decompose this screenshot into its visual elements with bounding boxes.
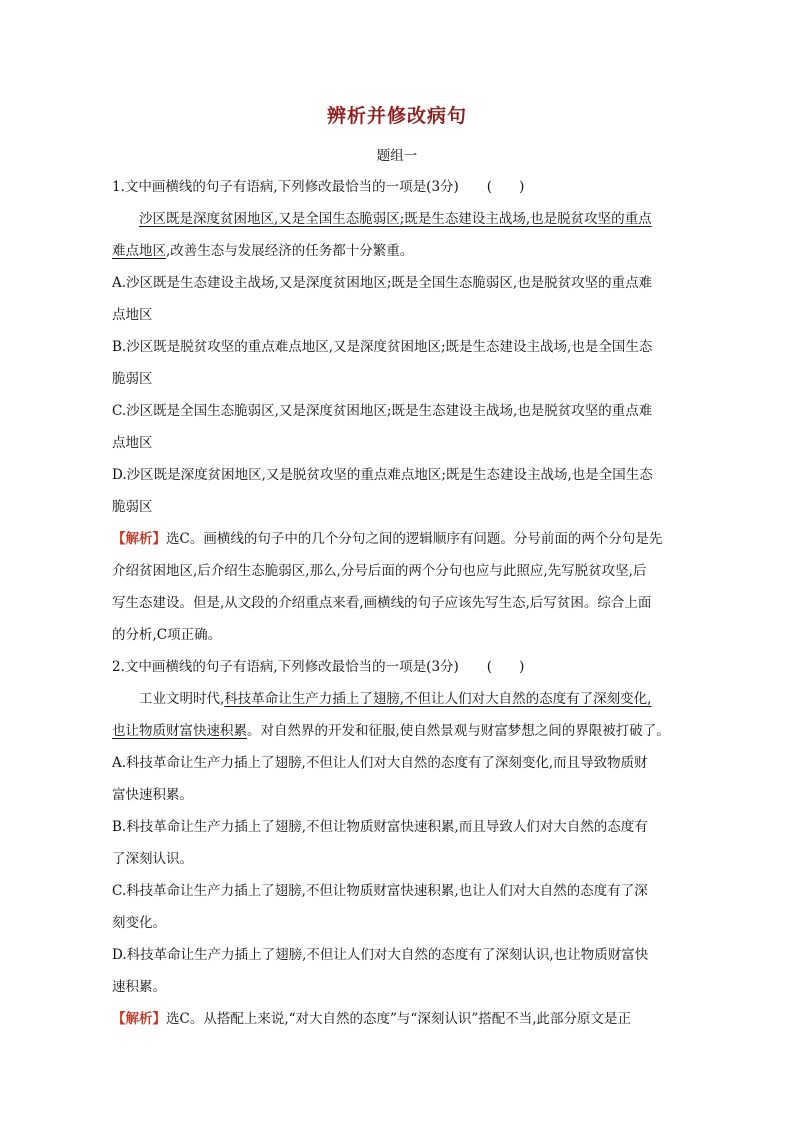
document-body xyxy=(112,171,682,1035)
analysis-tag: 【解析】 xyxy=(112,1011,166,1027)
underlined-sentence: 科技革命让生产力插上了翅膀,不但让人们对大自然的态度有了深刻变化, xyxy=(224,691,652,707)
option-b: B.科技革命让生产力插上了翅膀,不但让物质财富快速积累,而且导致人们对大自然的态度有 xyxy=(112,819,648,835)
option-d-cont: 脆弱区 xyxy=(112,499,153,515)
option-b: B.沙区既是脱贫攻坚的重点难点地区,又是深度贫困地区;既是生态建设主战场,也是全国生态 xyxy=(112,339,653,355)
answer-blank: ( ) xyxy=(486,659,525,675)
option-c: C.沙区既是全国生态脆弱区,又是深度贫困地区;既是生态建设主战场,也是脱贫攻坚的重点难 xyxy=(112,403,653,419)
passage-text: ,改善生态与发展经济的任务都十分繁重。 xyxy=(166,243,414,259)
option-d-cont: 速积累。 xyxy=(112,979,166,995)
question-stem-text: 1.文中画横线的句子有语病,下列修改最恰当的一项是(3分) xyxy=(112,179,459,195)
analysis-tag: 【解析】 xyxy=(112,531,166,547)
question-2-passage-line-1 xyxy=(112,683,682,715)
option-a: A.科技革命让生产力插上了翅膀,不但让人们对大自然的态度有了深刻变化,而且导致物质财 xyxy=(112,755,648,771)
analysis-text: 选C。画横线的句子中的几个分句之间的逻辑顺序有问题。分号前面的两个分句是先 xyxy=(166,531,663,547)
analysis-line-2: 介绍贫困地区,后介绍生态脆弱区,那么,分号后面的两个分句也应与此照应,先写脱贫攻坚,后 xyxy=(112,563,647,579)
option-c: C.科技革命让生产力插上了翅膀,不但让物质财富快速积累,也让人们对大自然的态度有了深 xyxy=(112,883,648,899)
question-1-passage-line-2 xyxy=(112,235,682,267)
option-c-cont: 点地区 xyxy=(112,435,153,451)
question-stem-text: 2.文中画横线的句子有语病,下列修改最恰当的一项是(3分) xyxy=(112,659,459,675)
option-d: D.沙区既是深度贫困地区,又是脱贫攻坚的重点难点地区;既是生态建设主战场,也是全国生态 xyxy=(112,467,653,483)
answer-blank: ( ) xyxy=(486,179,525,195)
question-2-stem xyxy=(112,651,682,683)
option-c-cont: 刻变化。 xyxy=(112,915,166,931)
analysis-line-4: 的分析,C项正确。 xyxy=(112,627,222,643)
analysis-line-1 xyxy=(112,523,682,555)
section-subtitle: 题组一 xyxy=(376,148,418,164)
option-a: A.沙区既是生态建设主战场,又是深度贫困地区;既是全国生态脆弱区,也是脱贫攻坚的重点难 xyxy=(112,275,653,291)
option-b-cont: 脆弱区 xyxy=(112,371,153,387)
passage-text: 工业文明时代, xyxy=(139,691,225,707)
underlined-sentence: 沙区既是深度贫困地区,又是全国生态脆弱区;既是生态建设主战场,也是脱贫攻坚的重点 xyxy=(139,211,652,227)
option-a-cont: 点地区 xyxy=(112,307,153,323)
page-title: 辨析并修改病句 xyxy=(326,105,467,127)
question-2-passage-line-2 xyxy=(112,715,682,747)
analysis-text: 选C。从搭配上来说,“对大自然的态度”与“深刻认识”搭配不当,此部分原文是正 xyxy=(166,1011,632,1027)
underlined-sentence: 难点地区 xyxy=(112,243,166,259)
option-a-cont: 富快速积累。 xyxy=(112,787,193,803)
option-d: D.科技革命让生产力插上了翅膀,不但让人们对大自然的态度有了深刻认识,也让物质财富快 xyxy=(112,947,649,963)
underlined-sentence: 也让物质财富快速积累 xyxy=(112,723,247,739)
analysis-line-1 xyxy=(112,1003,682,1035)
passage-text: 。对自然界的开发和征服,使自然景观与财富梦想之间的界限被打破了。 xyxy=(247,723,670,739)
question-1-passage-line-1 xyxy=(112,203,682,235)
question-1-stem xyxy=(112,171,682,203)
analysis-line-3: 写生态建设。但是,从文段的介绍重点来看,画横线的句子应该先写生态,后写贫困。综合上面 xyxy=(112,595,652,611)
option-b-cont: 了深刻认识。 xyxy=(112,851,193,867)
